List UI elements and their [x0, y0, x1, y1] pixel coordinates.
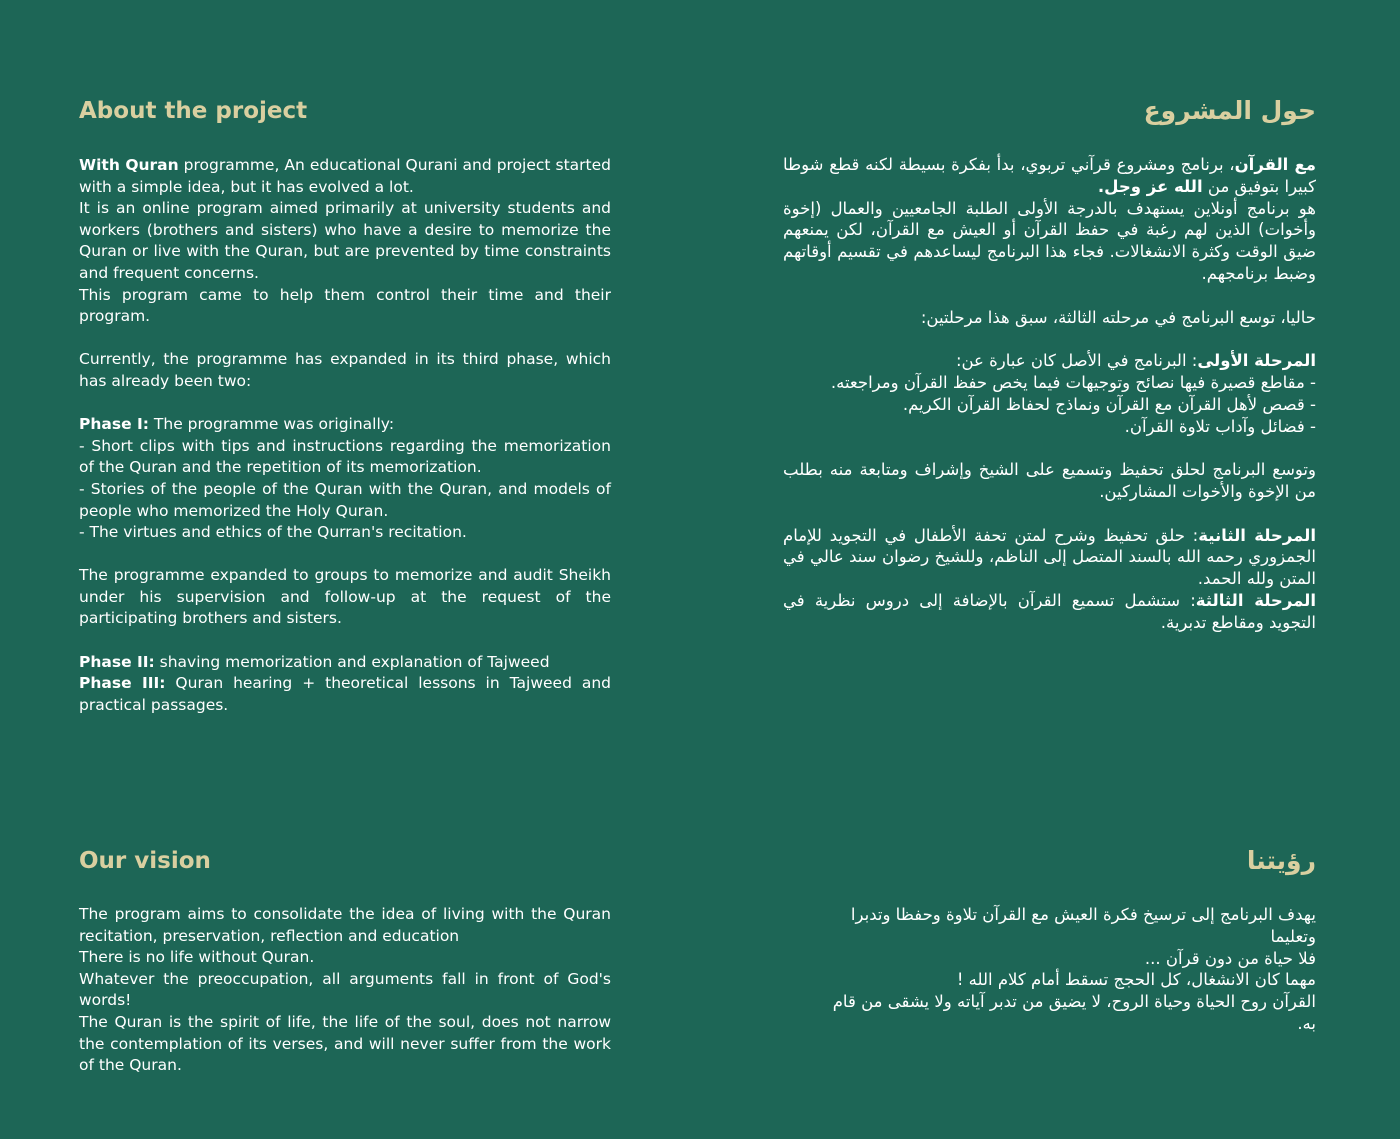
vision-ar-paragraph: يهدف البرنامج إلى ترسيخ فكرة العيش مع القرآن تلاوة وحفظا وتدبرا وتعليما: [850, 905, 1316, 946]
phase2-ar: المرحلة الثانية: حلق تحفيظ وشرح لمتن تحفة الأطفال في التجويد للإمام الجمزوري رحمه الله بالسند المتصل إلى الناظم، وللشيخ رضوان سند عالي في المتن ولله الحمد.: [783, 525, 1317, 589]
brand-name: With Quran: [79, 156, 179, 174]
vision-ar-paragraph: مهما كان الانشغال، كل الحجج تسقط أمام كلام الله !: [956, 970, 1316, 990]
about-ar-section: [783, 96, 1316, 634]
about-en-paragraph: Currently, the programme has expanded in its third phase, which has already been two:: [79, 350, 611, 390]
list-item: - The virtues and ethics of the Qurran's recitation.: [79, 523, 467, 542]
vision-en-paragraph: Whatever the preoccupation, all arguments fall in front of God's words!: [79, 969, 611, 1010]
about-ar-paragraph: هو برنامج أونلاين يستهدف بالدرجة الأولى الطلبة الجامعيين والعمال (إخوة وأخوات) الذين لهم رغبة في حفظ القرآن أو العيش مع القرآن، لكن يمنعهم ضيق الوقت وكثرة الانشغالات. فجاء هذا البرنامج ليساعدهم في تقسيم أوقاتهم وضبط برنامجهم.: [783, 198, 1316, 283]
about-ar-body: [783, 154, 1316, 634]
about-en-section: [79, 96, 611, 716]
about-en-paragraph: The programme expanded to groups to memorize and audit Sheikh under his supervision and follow-up at the request of the participating brothers and sisters.: [79, 566, 611, 628]
about-en-body: [79, 155, 611, 716]
about-en-paragraph: With Quran programme, An educational Qurani and project started with a simple idea, but it has evolved a lot.: [79, 156, 611, 196]
list-item: - فضائل وآداب تلاوة القرآن.: [1124, 416, 1316, 436]
phase1-ar: المرحلة الأولى: البرنامج في الأصل كان عبارة عن:: [955, 351, 1316, 371]
phase1-en: Phase I: The programme was originally:: [79, 415, 395, 434]
about-en-paragraph: This program came to help them control their time and their program.: [79, 285, 611, 326]
vision-en-paragraph: There is no life without Quran.: [79, 948, 315, 967]
vision-en-body: [79, 904, 611, 1077]
vision-ar-body: [783, 904, 1316, 1035]
about-ar-paragraph: وتوسع البرنامج لحلق تحفيظ وتسميع على الشيخ وإشراف ومتابعة منه بطلب من الإخوة والأخوات المشاركين.: [783, 460, 1316, 501]
vision-ar-paragraph: فلا حياة من دون قرآن ...: [1144, 948, 1316, 968]
list-item: - Short clips with tips and instructions regarding the memorization of the Quran and the repetition of its memorization.: [79, 436, 611, 477]
phase3-en: Phase III: Quran hearing + theoretical lessons in Tajweed and practical passages.: [79, 674, 611, 714]
phase3-ar: المرحلة الثالثة: ستشمل تسميع القرآن بالإضافة إلى دروس نظرية في التجويد ومقاطع تدبرية.: [783, 590, 1317, 632]
vision-en-paragraph: The program aims to consolidate the idea of living with the Quran recitation, preservation, reflection and education: [79, 905, 611, 945]
about-en-paragraph: It is an online program aimed primarily at university students and workers (brothers and sisters) who have a desire to memorize the Quran or live with the Quran, but are prevented by time constraints and frequent concerns.: [79, 199, 611, 282]
phase2-en: Phase II: shaving memorization and explanation of Tajweed: [79, 652, 550, 671]
vision-en-title: Our vision: [79, 848, 211, 874]
vision-en-paragraph: The Quran is the spirit of life, the life of the soul, does not narrow the contemplation of its verses, and will never suffer from the work of the Quran.: [79, 1012, 611, 1075]
vision-ar-section: [783, 846, 1316, 1035]
list-item: - مقاطع قصيرة فيها نصائح وتوجيهات فيما يخص حفظ القرآن ومراجعته.: [830, 372, 1316, 392]
list-item: - قصص لأهل القرآن مع القرآن ونماذج لحفاظ القرآن الكريم.: [902, 394, 1316, 414]
vision-ar-paragraph: القرآن روح الحياة وحياة الروح، لا يضيق من تدبر آياته ولا يشقى من قام به.: [832, 992, 1316, 1033]
vision-en-section: [79, 846, 611, 1077]
about-ar-paragraph: حاليا، توسع البرنامج في مرحلته الثالثة، سبق هذا مرحلتين:: [920, 307, 1316, 327]
list-item: - Stories of the people of the Quran with the Quran, and models of people who memorized the Holy Quran.: [79, 479, 611, 520]
about-ar-title: حول المشروع: [1143, 96, 1316, 125]
vision-ar-title: رؤيتنا: [1246, 846, 1316, 875]
about-ar-paragraph: مع القرآن، برنامج ومشروع قرآني تربوي، بدأ بفكرة بسيطة لكنه قطع شوطا كبيرا بتوفيق من الله عز وجل.: [783, 155, 1316, 196]
about-en-title: About the project: [79, 98, 308, 124]
